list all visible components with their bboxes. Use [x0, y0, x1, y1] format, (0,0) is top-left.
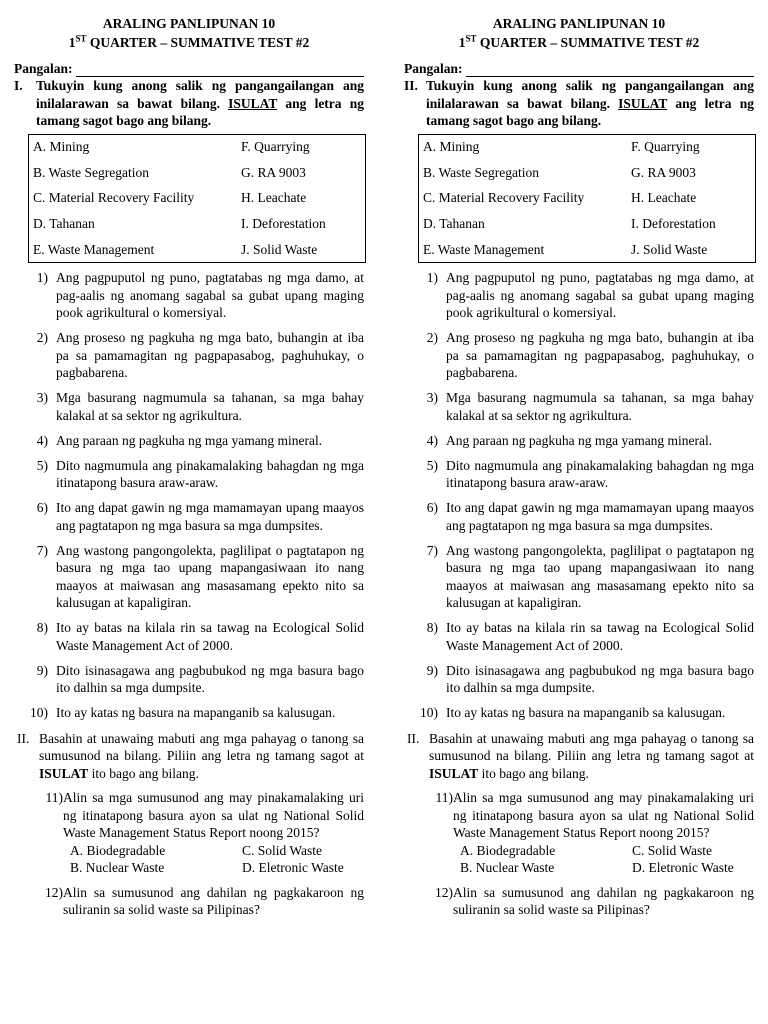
- option-a: A. Biodegradable: [70, 842, 166, 858]
- question-item: 7) Ang wastong pangongolekta, paglilipat o pagtatapon ng basura ng mga tao upang mapangasiwaan ito nang maayos at maiwasan ang masasamang epekto nito sa kalusugan at kapaligiran.: [36, 542, 364, 611]
- question-list: [404, 269, 754, 722]
- subject-title: ARALING PANLIPUNAN 10: [492, 16, 666, 31]
- question-item: 5) Dito nagmumula ang pinakamalaking bahagdan ng mga itinatapong basura araw-araw.: [36, 457, 364, 491]
- answer-options: [460, 842, 754, 877]
- question-item: 9) Dito isinasagawa ang pagbubukod ng mga basura bago ito dalhin sa mga dumpsite.: [426, 662, 754, 696]
- question-item: 12) Alin sa sumusunod ang dahilan ng pagkakaroon ng suliranin sa solid waste sa Pilipinas?: [435, 884, 754, 918]
- name-field[interactable]: [14, 60, 364, 77]
- question-item: 7) Ang wastong pangongolekta, paglilipat o pagtatapon ng basura ng mga tao upang mapangasiwaan ito nang maayos at maiwasan ang masasamang epekto nito sa kalusugan at kapaligiran.: [426, 542, 754, 611]
- quarter-title: 1ST QUARTER – SUMMATIVE TEST #2: [68, 33, 310, 50]
- question-item: 2) Ang proseso ng pagkuha ng mga bato, buhangin at iba pa sa pamamagitan ng pagpapasabog, paghuhukay, o pagbabarena.: [36, 330, 364, 381]
- question-item: 2) Ang proseso ng pagkuha ng mga bato, buhangin at iba pa sa pamamagitan ng pagpapasabog, paghuhukay, o pagbabarena.: [426, 330, 754, 381]
- choice-row: A. Mining F. Quarrying: [423, 139, 700, 155]
- option-b: B. Nuclear Waste: [460, 860, 555, 876]
- question-item: 4) Ang paraan ng pagkuha ng mga yamang mineral.: [426, 432, 713, 448]
- name-line[interactable]: [76, 64, 364, 77]
- option-d: D. Eletronic Waste: [242, 860, 344, 876]
- question-item: 11) Alin sa mga sumusunod ang may pinakamalaking uri ng itinatapong basura ayon sa ulat ng National Solid Waste Management Status Report noong 2015?: [45, 790, 364, 841]
- part1-instructions: I. Tukuyin kung anong salik ng pangangailangan ang inilalarawan sa bawat bilang. ISULAT ang letra ng tamang sagot bago ang bilang.: [14, 78, 364, 128]
- option-c: C. Solid Waste: [632, 842, 713, 858]
- option-d: D. Eletronic Waste: [632, 860, 734, 876]
- choice-row: D. Tahanan I. Deforestation: [33, 216, 326, 232]
- part2-instructions: II. Basahin at unawaing mabuti ang mga pahayag o tanong sa sumusunod na bilang. Piliin ang letra ng tamang sagot at ISULAT ito bago ang bilang.: [17, 730, 364, 781]
- question-item: 10) Ito ay katas ng basura na mapanganib sa kalusugan.: [30, 705, 336, 721]
- name-line[interactable]: [466, 64, 754, 77]
- question-item: 3) Mga basurang nagmumula sa tahanan, sa mga bahay kalakal at sa sektor ng agrikultura.: [36, 390, 364, 423]
- part1-instructions: II. Tukuyin kung anong salik ng pangangailangan ang inilalarawan sa bawat bilang. ISULAT ang letra ng tamang sagot bago ang bilang.: [404, 78, 754, 128]
- choice-row: B. Waste Segregation G. RA 9003: [33, 164, 306, 180]
- quarter-title: 1ST QUARTER – SUMMATIVE TEST #2: [458, 33, 700, 50]
- test-page-left: [14, 14, 364, 919]
- question-item: 11) Alin sa mga sumusunod ang may pinakamalaking uri ng itinatapong basura ayon sa ulat ng National Solid Waste Management Status Report noong 2015?: [435, 790, 754, 841]
- choices-box: [28, 134, 366, 264]
- subject-title: ARALING PANLIPUNAN 10: [102, 16, 276, 31]
- choice-row: B. Waste Segregation G. RA 9003: [423, 164, 696, 180]
- question-item: 8) Ito ay batas na kilala rin sa tawag na Ecological Solid Waste Management Act of 2000.: [426, 620, 754, 653]
- question-item: 3) Mga basurang nagmumula sa tahanan, sa mga bahay kalakal at sa sektor ng agrikultura.: [426, 390, 754, 423]
- choice-row: A. Mining F. Quarrying: [33, 139, 310, 155]
- question-item: 5) Dito nagmumula ang pinakamalaking bahagdan ng mga itinatapong basura araw-araw.: [426, 457, 754, 491]
- question-item: 4) Ang paraan ng pagkuha ng mga yamang mineral.: [36, 432, 323, 448]
- choice-row: C. Material Recovery Facility H. Leachate: [33, 190, 307, 206]
- part2-instructions: II. Basahin at unawaing mabuti ang mga pahayag o tanong sa sumusunod na bilang. Piliin ang letra ng tamang sagot at ISULAT ito bago ang bilang.: [407, 730, 754, 781]
- question-item: 1) Ang pagpuputol ng puno, pagtatabas ng mga damo, at pag-aalis ng anomang sagabal sa gubat upang maging pook agrikultural o komersiyal.: [36, 270, 364, 321]
- test-page-right: [404, 14, 754, 919]
- name-label: Pangalan:: [14, 61, 73, 76]
- option-c: C. Solid Waste: [242, 842, 323, 858]
- question-item: 10) Ito ay katas ng basura na mapanganib sa kalusugan.: [420, 705, 726, 721]
- choices-box: [418, 134, 756, 264]
- question-item: 6) Ito ang dapat gawin ng mga mamamayan upang maayos ang pagtatapon ng mga basura sa mga dumpsites.: [426, 500, 754, 533]
- question-item: 8) Ito ay batas na kilala rin sa tawag na Ecological Solid Waste Management Act of 2000.: [36, 620, 364, 653]
- name-field[interactable]: [404, 60, 754, 77]
- option-b: B. Nuclear Waste: [70, 860, 165, 876]
- question-item: 1) Ang pagpuputol ng puno, pagtatabas ng mga damo, at pag-aalis ng anomang sagabal sa gubat upang maging pook agrikultural o komersiyal.: [426, 270, 754, 321]
- answer-options: [70, 842, 364, 877]
- choice-row: C. Material Recovery Facility H. Leachate: [423, 190, 697, 206]
- name-label: Pangalan:: [404, 61, 463, 76]
- choice-row: E. Waste Management J. Solid Waste: [33, 241, 318, 257]
- question-list: [14, 269, 364, 722]
- choice-row: D. Tahanan I. Deforestation: [423, 216, 716, 232]
- question-item: 12) Alin sa sumusunod ang dahilan ng pagkakaroon ng suliranin sa solid waste sa Pilipinas?: [45, 884, 364, 918]
- question-item: 6) Ito ang dapat gawin ng mga mamamayan upang maayos ang pagtatapon ng mga basura sa mga dumpsites.: [36, 500, 364, 533]
- option-a: A. Biodegradable: [460, 842, 556, 858]
- choice-row: E. Waste Management J. Solid Waste: [423, 241, 708, 257]
- question-item: 9) Dito isinasagawa ang pagbubukod ng mga basura bago ito dalhin sa mga dumpsite.: [36, 662, 364, 696]
